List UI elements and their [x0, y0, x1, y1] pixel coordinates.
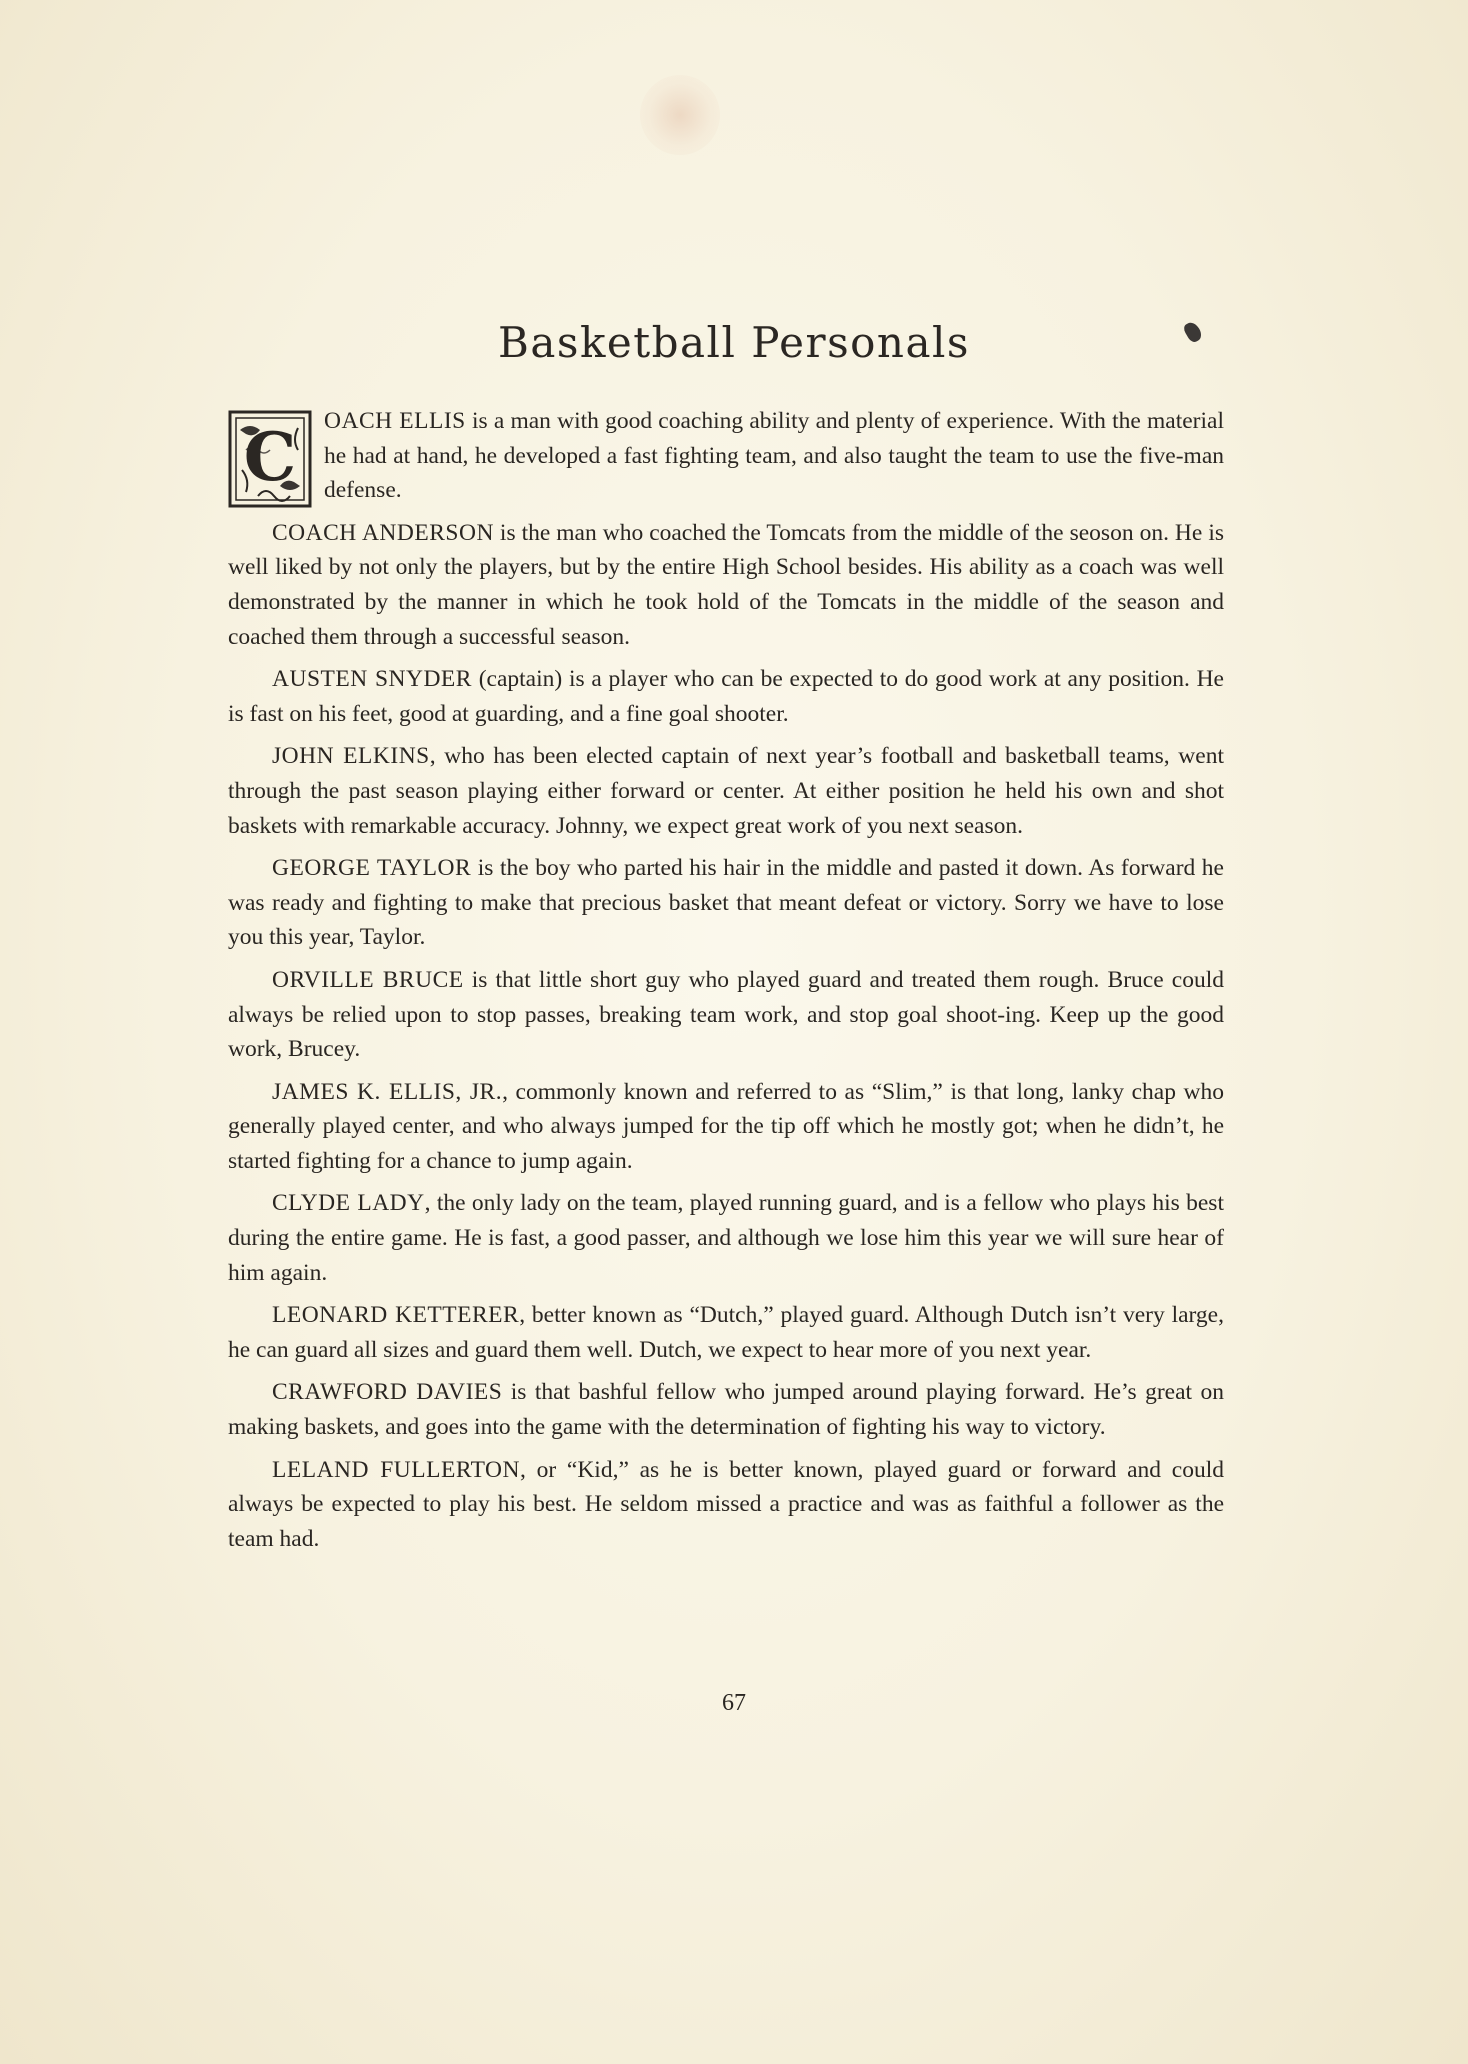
paragraph-coach-ellis — [228, 404, 1224, 508]
paragraph-george-taylor — [228, 851, 1224, 955]
paragraph-text: , who has been elected captain of next year’s football and basketball teams, went through the past season playing either forward or center. At either position he held his own and shot baskets with remarkable accuracy. Johnny, we expect great work of you next season. — [228, 743, 1224, 839]
paragraph-text: , commonly known and referred to as “Slim,” is that long, lanky chap who generally played center, and who always jumped for the tip off which he mostly got; when he didn’t, he started fighting for a chance to jump again. — [228, 1078, 1225, 1174]
paragraph-james-ellis — [228, 1075, 1224, 1179]
article-body — [228, 404, 1224, 1564]
paragraph-text: is that bashful fellow who jumped around playing forward. He’s great on making baskets, and goes into the game with the determination of fighting his way to victory. — [228, 1379, 1224, 1441]
person-name: LEONARD KETTERER — [272, 1302, 520, 1329]
person-name: JAMES K. ELLIS, JR. — [272, 1078, 503, 1105]
paragraph-text: is a man with good coaching ability and plenty of experience. With the material he had at hand, he developed a fast fighting team, and also taught the team to use the five-man defense. — [324, 408, 1224, 504]
person-name: COACH ANDERSON — [272, 519, 494, 546]
person-name: AUSTEN SNYDER — [272, 666, 472, 693]
paragraph-crawford-davies — [228, 1375, 1224, 1444]
paragraph-john-elkins — [228, 739, 1224, 843]
person-name: CRAWFORD DAVIES — [272, 1379, 503, 1406]
paragraph-coach-anderson — [228, 516, 1224, 654]
paragraph-text: , better known as “Dutch,” played guard. Although Dutch isn’t very large, he can guard all sizes and guard them well. Dutch, we expect to hear more of you next year. — [228, 1302, 1224, 1363]
paragraph-text: (captain) is a player who can be expected to do good work at any position. He is fast on his feet, good at guarding, and a fine goal shooter. — [228, 666, 1224, 727]
person-name: JOHN ELKINS — [272, 743, 430, 770]
paragraph-clyde-lady — [228, 1186, 1224, 1290]
paragraph-text: is that little short guy who played guard and treated them rough. Bruce could always be relied upon to stop passes, breaking team work, and stop goal shoot-ing. Keep up the good work, Brucey. — [228, 966, 1224, 1063]
person-name: CLYDE LADY — [272, 1190, 425, 1217]
paragraph-text: is the man who coached the Tomcats from the middle of the seoson on. He is well liked by not only the players, but by the entire High School besides. His ability as a coach was well demonstrated by the manner in which he took hold of the Tomcats in the middle of the season and coached them through a successful season. — [228, 519, 1225, 650]
page-stain — [640, 75, 720, 155]
person-name: LELAND FULLERTON — [272, 1456, 520, 1483]
paragraph-orville-bruce — [228, 963, 1224, 1067]
drop-cap-ornament — [228, 410, 312, 508]
paragraph-text: , the only lady on the team, played running guard, and is a fellow who plays his best during the entire game. He is fast, a good passer, and although we lose him this year we will sure hear of him again. — [228, 1190, 1224, 1286]
page-number: 67 — [722, 1690, 746, 1716]
paragraph-text: is the boy who parted his hair in the middle and pasted it down. As forward he was ready and fighting to make that precious basket that meant defeat or victory. Sorry we have to lose you this year, Taylor. — [228, 855, 1224, 951]
page-title: Basketball Personals — [497, 318, 970, 367]
paragraph-austen-snyder — [228, 662, 1224, 731]
person-name: ORVILLE BRUCE — [272, 966, 464, 993]
paragraph-leonard-ketterer — [228, 1298, 1224, 1367]
paragraph-text: , or “Kid,” as he is better known, played guard or forward and could always be expected to play his best. He seldom missed a practice and was as faithful a follower as the team had. — [228, 1456, 1225, 1552]
person-name: OACH ELLIS — [324, 408, 466, 434]
person-name: GEORGE TAYLOR — [272, 855, 472, 882]
paragraph-leland-fullerton — [228, 1453, 1224, 1557]
svg-text:C: C — [243, 418, 297, 496]
